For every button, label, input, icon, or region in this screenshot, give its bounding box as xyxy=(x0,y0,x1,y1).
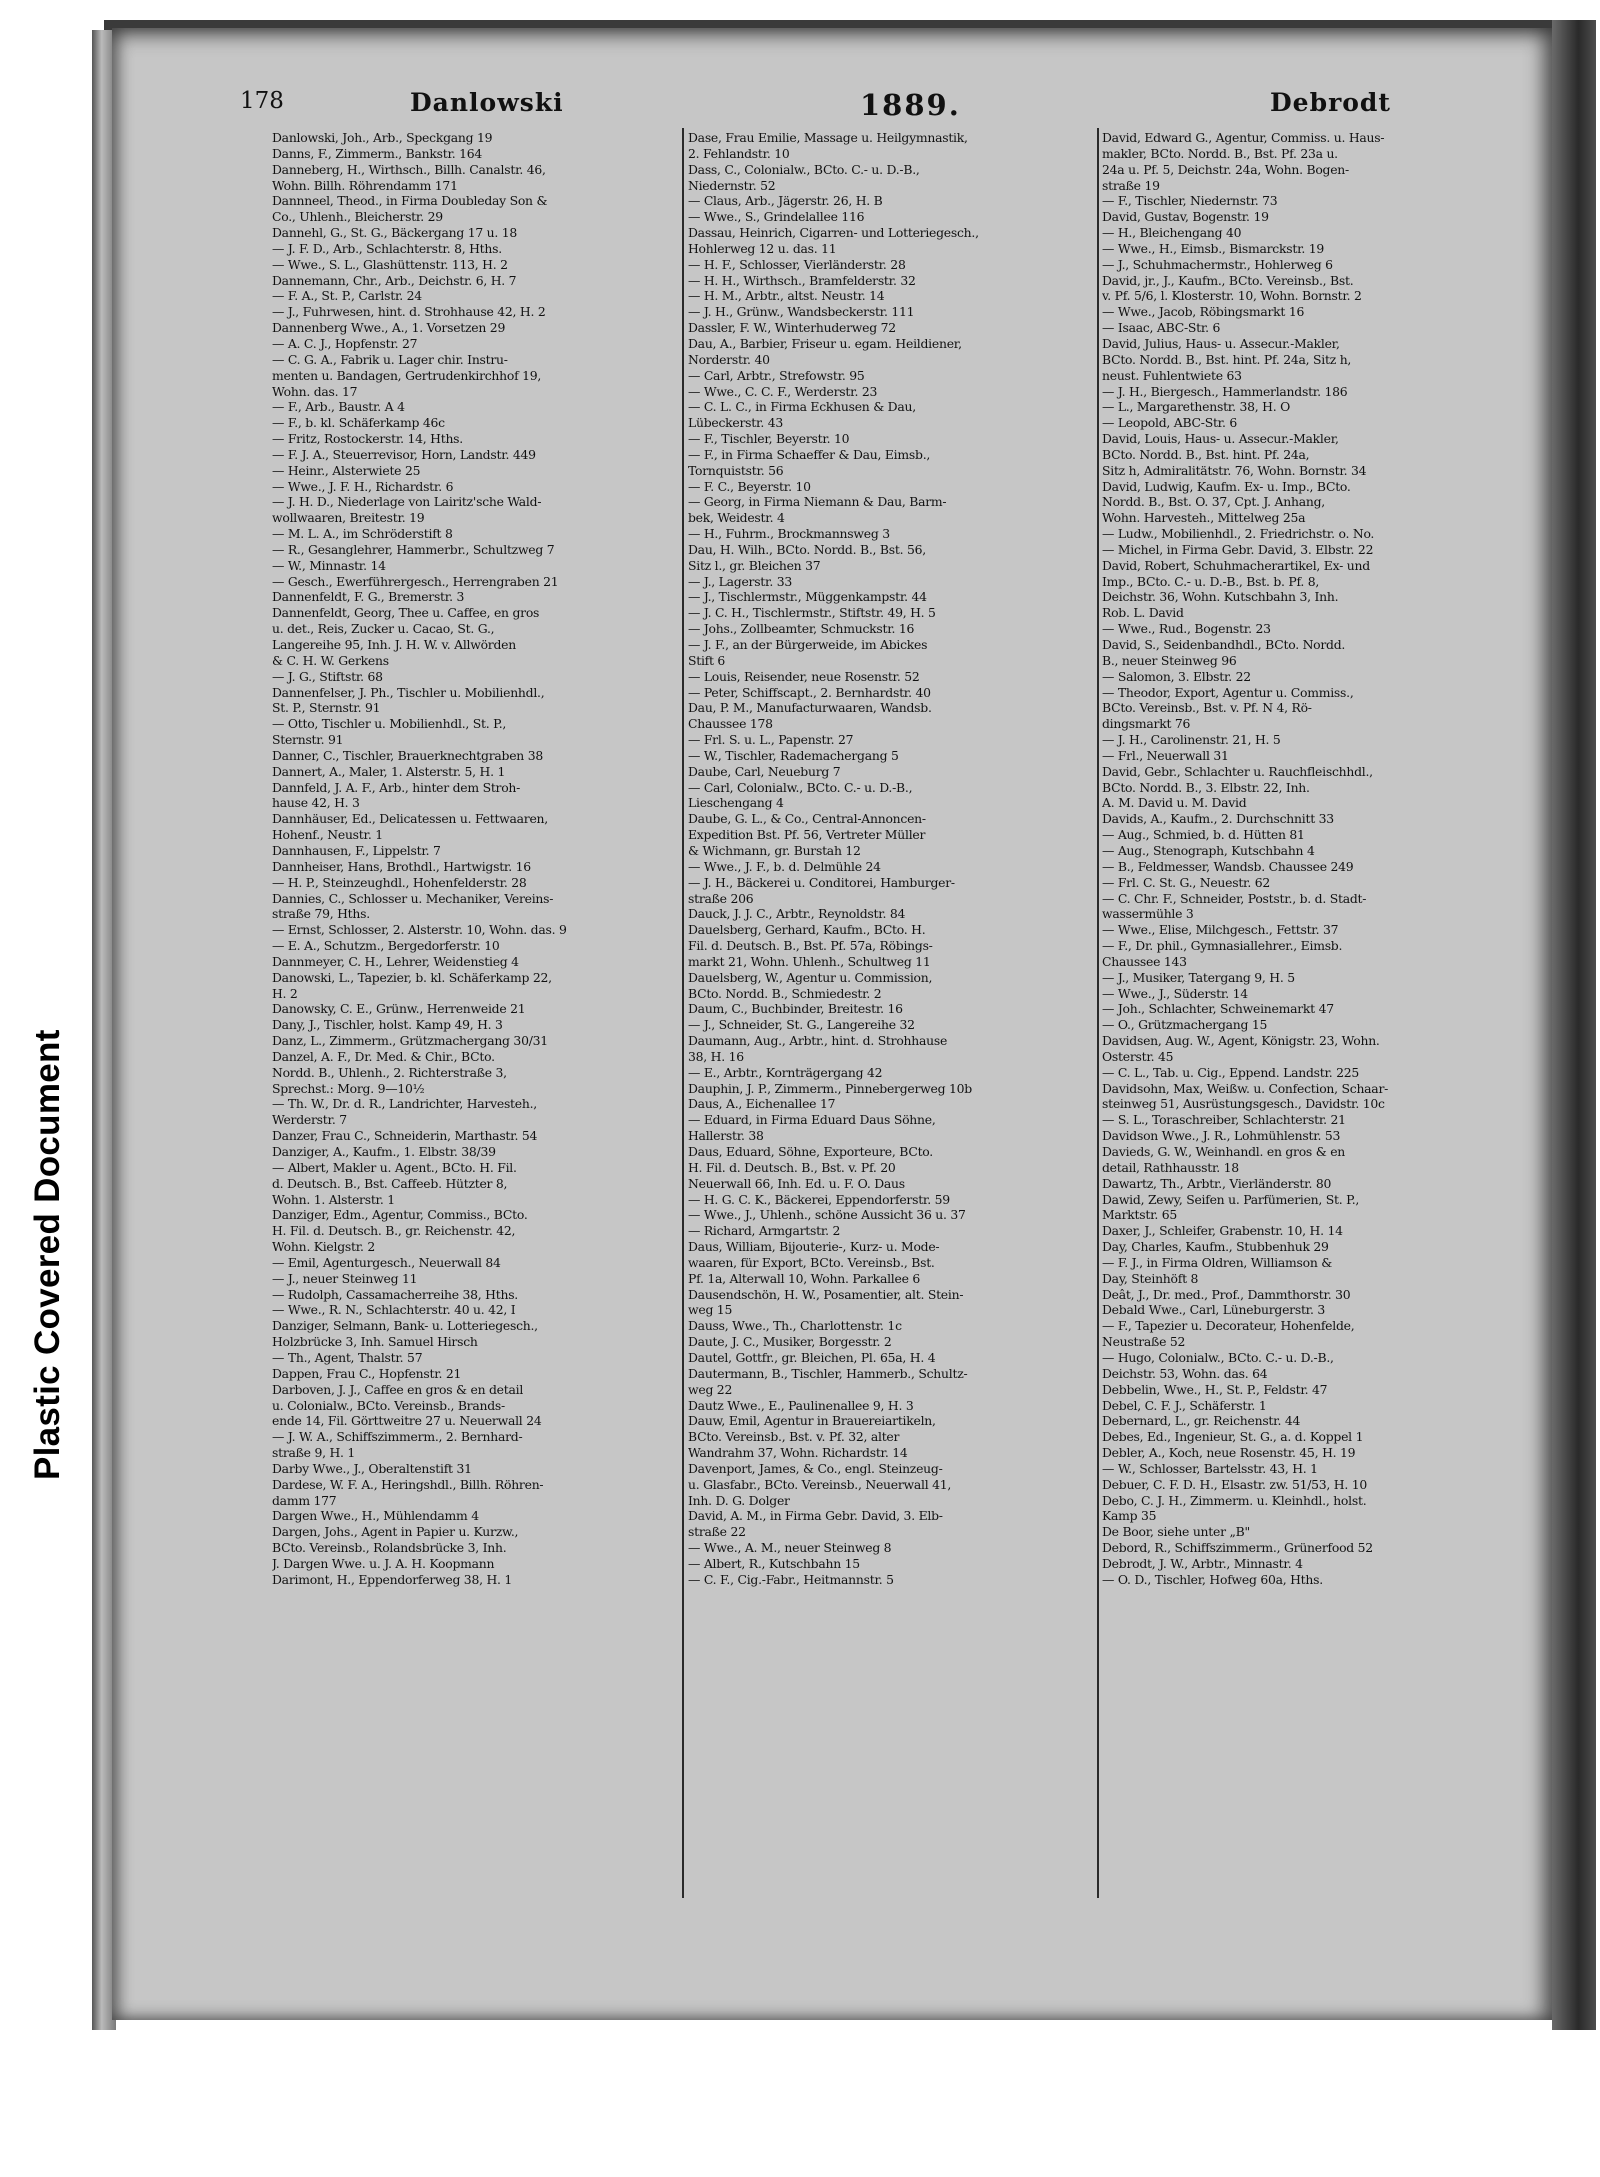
entry-line: — O. D., Tischler, Hofweg 60a, Hths. xyxy=(1102,1571,1323,1587)
directory-column-3 xyxy=(1102,130,1508,1890)
entry-line: Hohlerweg 12 u. das. 11 xyxy=(688,240,837,256)
entry-line: — Carl, Colonialw., BCto. C.- u. D.-B., xyxy=(688,779,913,795)
entry-line: — Th., Agent, Thalstr. 57 xyxy=(272,1349,423,1365)
entry-line: — F., Dr. phil., Gymnasiallehrer., Eimsb. xyxy=(1102,938,1343,954)
entry-line: — Wwe., H., Eimsb., Bismarckstr. 19 xyxy=(1102,240,1325,256)
entry-line: — Aug., Stenograph, Kutschbahn 4 xyxy=(1102,842,1315,858)
entry-line: Danziger, Edm., Agentur, Commiss., BCto. xyxy=(272,1207,528,1223)
entry-line: — H., Fuhrm., Brockmannsweg 3 xyxy=(688,526,890,542)
entry-line: — J. H., Grünw., Wandsbeckerstr. 111 xyxy=(688,304,915,320)
entry-line: — J. C. H., Tischlermstr., Stiftstr. 49, H. 5 xyxy=(688,605,936,621)
entry-line: damm 177 xyxy=(272,1492,337,1508)
entry-line: Danns, F., Zimmerm., Bankstr. 164 xyxy=(272,145,483,161)
entry-line: — Albert, R., Kutschbahn 15 xyxy=(688,1555,860,1571)
entry-line: David, A. M., in Firma Gebr. David, 3. Elb- xyxy=(688,1508,943,1524)
plastic-covered-label: Plastic Covered Document xyxy=(28,1029,67,1480)
entry-line: Tornquiststr. 56 xyxy=(688,462,784,478)
entry-line: Daum, C., Buchbinder, Breitestr. 16 xyxy=(688,1001,903,1017)
entry-line: Davidson Wwe., J. R., Lohmühlenstr. 53 xyxy=(1102,1128,1341,1144)
entry-line: Dauck, J. J. C., Arbtr., Reynoldstr. 84 xyxy=(688,906,906,922)
entry-line: — Heinr., Alsterwiete 25 xyxy=(272,462,421,478)
entry-line: — F. J. A., Steuerrevisor, Horn, Landstr. 449 xyxy=(272,446,536,462)
entry-line: H. 2 xyxy=(272,985,298,1001)
entry-line: Dautz Wwe., E., Paulinenallee 9, H. 3 xyxy=(688,1397,914,1413)
entry-line: — Gesch., Ewerführergesch., Herrengraben 21 xyxy=(272,573,559,589)
entry-line: H. Fil. d. Deutsch. B., Bst. v. Pf. 20 xyxy=(688,1159,896,1175)
entry-line: Debuer, C. F. D. H., Elsastr. zw. 51/53, H. 10 xyxy=(1102,1476,1368,1492)
entry-line: — Albert, Makler u. Agent., BCto. H. Fil. xyxy=(272,1159,517,1175)
entry-line: J. Dargen Wwe. u. J. A. H. Koopmann xyxy=(272,1555,495,1571)
entry-line: straße 206 xyxy=(688,890,754,906)
entry-line: — J., Lagerstr. 33 xyxy=(688,573,792,589)
entry-line: — J., Musiker, Tatergang 9, H. 5 xyxy=(1102,969,1295,985)
entry-line: Sitz l., gr. Bleichen 37 xyxy=(688,557,821,573)
entry-line: Daus, Eduard, Söhne, Exporteure, BCto. xyxy=(688,1144,933,1159)
entry-line: Werderstr. 7 xyxy=(272,1112,347,1128)
entry-line: Rob. L. David xyxy=(1102,605,1184,621)
entry-line: Dauss, Wwe., Th., Charlottenstr. 1c xyxy=(688,1318,902,1334)
entry-line: BCto. Nordd. B., Bst. hint. Pf. 24a, xyxy=(1102,446,1310,462)
entry-line: — F., Tapezier u. Decorateur, Hohenfelde, xyxy=(1102,1318,1355,1334)
entry-line: Dannemann, Chr., Arb., Deichstr. 6, H. 7 xyxy=(272,272,517,288)
entry-line: — Aug., Schmied, b. d. Hütten 81 xyxy=(1102,827,1305,843)
entry-line: Dannenfeldt, F. G., Bremerstr. 3 xyxy=(272,589,465,605)
entry-line: BCto. Nordd. B., 3. Elbstr. 22, Inh. xyxy=(1102,779,1310,795)
entry-line: & C. H. W. Gerkens xyxy=(272,652,389,668)
entry-line: Wohn. 1. Alsterstr. 1 xyxy=(272,1191,395,1207)
entry-line: B., neuer Steinweg 96 xyxy=(1102,652,1237,668)
entry-line: straße 22 xyxy=(688,1524,746,1540)
entry-line: — J. H., Biergesch., Hammerlandstr. 186 xyxy=(1102,383,1348,399)
entry-line: — Frl., Neuerwall 31 xyxy=(1102,747,1229,763)
entry-line: Daube, G. L., & Co., Central-Annoncen- xyxy=(688,811,926,827)
entry-line: ende 14, Fil. Görttweitre 27 u. Neuerwall 24 xyxy=(272,1413,542,1429)
entry-line: straße 9, H. 1 xyxy=(272,1445,356,1461)
entry-line: — J. W. A., Schiffszimmerm., 2. Bernhard- xyxy=(272,1429,523,1445)
entry-line: — Theodor, Export, Agentur u. Commiss., xyxy=(1102,684,1354,700)
entry-line: Holzbrücke 3, Inh. Samuel Hirsch xyxy=(272,1334,478,1350)
entry-line: — Rudolph, Cassamacherreihe 38, Hths. xyxy=(272,1286,518,1302)
entry-line: — Carl, Arbtr., Strefowstr. 95 xyxy=(688,367,865,383)
entry-line: Dauw, Emil, Agentur in Brauereiartikeln, xyxy=(688,1413,936,1429)
entry-line: — H. H., Wirthsch., Bramfelderstr. 32 xyxy=(688,272,916,288)
entry-line: BCto. Nordd. B., Bst. hint. Pf. 24a, Sitz h, xyxy=(1102,351,1352,367)
entry-line: Dannehl, G., St. G., Bäckergang 17 u. 18 xyxy=(272,225,518,241)
entry-line: David, Robert, Schuhmacherartikel, Ex- und xyxy=(1102,557,1370,573)
entry-line: — Wwe., Jacob, Röbingsmarkt 16 xyxy=(1102,304,1305,320)
entry-line: u. Glasfabr., BCto. Vereinsb., Neuerwall 41, xyxy=(688,1476,952,1492)
entry-line: makler, BCto. Nordd. B., Bst. Pf. 23a u. xyxy=(1102,145,1338,161)
entry-line: — J. F. D., Arb., Schlachterstr. 8, Hths. xyxy=(272,240,502,256)
entry-line: — Louis, Reisender, neue Rosenstr. 52 xyxy=(688,668,920,684)
entry-line: u. Colonialw., BCto. Vereinsb., Brands- xyxy=(272,1397,505,1413)
entry-line: — H. M., Arbtr., altst. Neustr. 14 xyxy=(688,288,885,304)
entry-line: H. Fil. d. Deutsch. B., gr. Reichenstr. 42, xyxy=(272,1223,516,1239)
entry-line: Wohn. Billh. Röhrendamm 171 xyxy=(272,177,458,193)
entry-line: Dannhäuser, Ed., Delicatessen u. Fettwaaren, xyxy=(272,811,548,827)
entry-line: — Wwe., R. N., Schlachterstr. 40 u. 42, I xyxy=(272,1302,516,1318)
entry-line: Dauelsberg, W., Agentur u. Commission, xyxy=(688,969,933,985)
entry-line: Nordd. B., Uhlenh., 2. Richterstraße 3, xyxy=(272,1064,507,1080)
entry-line: Kamp 35 xyxy=(1102,1508,1157,1524)
entry-line: Dannfeld, J. A. F., Arb., hinter dem Stroh- xyxy=(272,779,521,795)
entry-line: Norderstr. 40 xyxy=(688,351,770,367)
entry-line: — Wwe., Elise, Milchgesch., Fettstr. 37 xyxy=(1102,922,1339,938)
entry-line: — B., Feldmesser, Wandsb. Chaussee 249 xyxy=(1102,858,1354,874)
entry-line: Lübeckerstr. 43 xyxy=(688,415,783,431)
entry-line: Davenport, James, & Co., engl. Steinzeug- xyxy=(688,1460,943,1476)
entry-line: — Richard, Armgartstr. 2 xyxy=(688,1223,841,1239)
entry-line: — F., Tischler, Beyerstr. 10 xyxy=(688,431,850,447)
entry-line: bek, Weidestr. 4 xyxy=(688,510,785,526)
header-last-entry: Debrodt xyxy=(1270,88,1391,117)
entry-line: — Fritz, Rostockerstr. 14, Hths. xyxy=(272,431,463,447)
entry-line: 38, H. 16 xyxy=(688,1048,744,1064)
entry-line: Debel, C. F. J., Schäferstr. 1 xyxy=(1102,1397,1267,1413)
entry-line: St. P., Sternstr. 91 xyxy=(272,700,381,716)
entry-line: Danz, L., Zimmerm., Grützmachergang 30/31 xyxy=(272,1033,548,1049)
entry-line: — Otto, Tischler u. Mobilienhdl., St. P., xyxy=(272,716,507,732)
entry-line: Expedition Bst. Pf. 56, Vertreter Müller xyxy=(688,827,926,843)
entry-line: Dany, J., Tischler, holst. Kamp 49, H. 3 xyxy=(272,1017,503,1033)
entry-line: Daxer, J., Schleifer, Grabenstr. 10, H. 14 xyxy=(1102,1223,1343,1239)
entry-line: Dassler, F. W., Winterhuderweg 72 xyxy=(688,320,896,336)
entry-line: — Eduard, in Firma Eduard Daus Söhne, xyxy=(688,1112,936,1128)
entry-line: — Isaac, ABC-Str. 6 xyxy=(1102,320,1221,336)
entry-line: — J. H., Carolinenstr. 21, H. 5 xyxy=(1102,732,1281,748)
entry-line: Dassau, Heinrich, Cigarren- und Lotteriegesch., xyxy=(688,225,979,241)
entry-line: — Wwe., C. C. F., Werderstr. 23 xyxy=(688,383,878,399)
entry-line: — H. G. C. K., Bäckerei, Eppendorferstr. 59 xyxy=(688,1191,950,1207)
entry-line: — Ludw., Mobilienhdl., 2. Friedrichstr. o. No. xyxy=(1102,526,1375,542)
entry-line: Lieschengang 4 xyxy=(688,795,784,811)
entry-line: Wohn. Harvesteh., Mittelweg 25a xyxy=(1102,510,1306,526)
entry-line: — F., Tischler, Niedernstr. 73 xyxy=(1102,193,1278,209)
entry-line: & Wichmann, gr. Burstah 12 xyxy=(688,842,861,858)
entry-line: Davidsohn, Max, Weißw. u. Confection, Schaar- xyxy=(1102,1080,1389,1096)
entry-line: Danowsky, C. E., Grünw., Herrenweide 21 xyxy=(272,1001,526,1017)
entry-line: Dase, Frau Emilie, Massage u. Heilgymnastik, xyxy=(688,130,968,145)
entry-line: — J., Schneider, St. G., Langereihe 32 xyxy=(688,1017,915,1033)
entry-line: Dannies, C., Schlosser u. Mechaniker, Vereins- xyxy=(272,890,554,906)
entry-line: BCto. Nordd. B., Schmiedestr. 2 xyxy=(688,985,882,1001)
entry-line: — Wwe., J., Süderstr. 14 xyxy=(1102,985,1248,1001)
directory-column-2 xyxy=(688,130,1090,1890)
entry-line: — H., Bleichengang 40 xyxy=(1102,225,1242,241)
entry-line: Danner, C., Tischler, Brauerknechtgraben 38 xyxy=(272,747,543,763)
entry-line: — Johs., Zollbeamter, Schmuckstr. 16 xyxy=(688,621,915,637)
entry-line: Dannenfelser, J. Ph., Tischler u. Mobilienhdl., xyxy=(272,684,545,700)
entry-line: Dass, C., Colonialw., BCto. C.- u. D.-B., xyxy=(688,161,920,177)
entry-line: — J. H. D., Niederlage von Lairitz'sche Wald- xyxy=(272,494,542,510)
entry-line: — Wwe., S. L., Glashüttenstr. 113, H. 2 xyxy=(272,256,508,272)
entry-line: — Wwe., S., Grindelallee 116 xyxy=(688,209,865,225)
entry-line: Dappen, Frau C., Hopfenstr. 21 xyxy=(272,1365,462,1381)
entry-line: — Wwe., J. F. H., Richardstr. 6 xyxy=(272,478,454,494)
entry-line: dingsmarkt 76 xyxy=(1102,716,1191,732)
entry-line: wollwaaren, Breitestr. 19 xyxy=(272,510,425,526)
entry-line: — F., in Firma Schaeffer & Dau, Eimsb., xyxy=(688,446,931,462)
entry-line: — F. C., Beyerstr. 10 xyxy=(688,478,811,494)
entry-line: Dannenberg Wwe., A., 1. Vorsetzen 29 xyxy=(272,320,506,336)
entry-line: David, Louis, Haus- u. Assecur.-Makler, xyxy=(1102,431,1339,447)
entry-line: Stift 6 xyxy=(688,652,726,668)
entry-line: Darby Wwe., J., Oberaltenstift 31 xyxy=(272,1460,472,1476)
entry-line: — Hugo, Colonialw., BCto. C.- u. D.-B., xyxy=(1102,1349,1334,1365)
entry-line: Sternstr. 91 xyxy=(272,732,344,748)
entry-line: Osterstr. 45 xyxy=(1102,1048,1174,1064)
entry-line: — Joh., Schlachter, Schweinemarkt 47 xyxy=(1102,1001,1334,1017)
entry-line: Daus, William, Bijouterie-, Kurz- u. Mode- xyxy=(688,1239,940,1255)
entry-line: — C. L., Tab. u. Cig., Eppend. Landstr. 225 xyxy=(1102,1064,1360,1080)
entry-line: Dannhausen, F., Lippelstr. 7 xyxy=(272,842,441,858)
entry-line: Debald Wwe., Carl, Lüneburgerstr. 3 xyxy=(1102,1302,1325,1318)
column-divider xyxy=(682,128,684,1898)
entry-line: BCto. Vereinsb., Bst. v. Pf. 32, alter xyxy=(688,1429,900,1445)
entry-line: Debord, R., Schiffszimmerm., Grünerfood 52 xyxy=(1102,1540,1373,1556)
entry-line: — W., Schlosser, Bartelsstr. 43, H. 1 xyxy=(1102,1460,1318,1476)
entry-line: Day, Steinhöft 8 xyxy=(1102,1270,1199,1286)
entry-line: — E. A., Schutzm., Bergedorferstr. 10 xyxy=(272,938,500,954)
entry-line: — Ernst, Schlosser, 2. Alsterstr. 10, Wohn. das. 9 xyxy=(272,922,567,938)
entry-line: Debler, A., Koch, neue Rosenstr. 45, H. 19 xyxy=(1102,1445,1356,1461)
entry-line: Danzer, Frau C., Schneiderin, Marthastr. 54 xyxy=(272,1128,538,1144)
entry-line: — C. L. C., in Firma Eckhusen & Dau, xyxy=(688,399,916,415)
entry-line: — Emil, Agenturgesch., Neuerwall 84 xyxy=(272,1254,501,1270)
entry-line: — Claus, Arb., Jägerstr. 26, H. B xyxy=(688,193,883,209)
entry-line: Dauphin, J. P., Zimmerm., Pinnebergerweg 10b xyxy=(688,1080,972,1096)
entry-line: — Th. W., Dr. d. R., Landrichter, Harvesteh., xyxy=(272,1096,537,1112)
entry-line: — J., Tischlermstr., Müggenkampstr. 44 xyxy=(688,589,927,605)
entry-line: Dawid, Zewy, Seifen u. Parfümerien, St. P., xyxy=(1102,1191,1360,1207)
entry-line: — Georg, in Firma Niemann & Dau, Barm- xyxy=(688,494,947,510)
entry-line: — J., Schuhmachermstr., Hohlerweg 6 xyxy=(1102,256,1333,272)
entry-line: De Boor, siehe unter „B" xyxy=(1102,1524,1250,1540)
entry-line: Danzel, A. F., Dr. Med. & Chir., BCto. xyxy=(272,1048,495,1064)
header-first-entry: Danlowski xyxy=(410,88,564,117)
entry-line: Dau, H. Wilh., BCto. Nordd. B., Bst. 56, xyxy=(688,541,926,557)
entry-line: Danowski, L., Tapezier, b. kl. Schäferkamp 22, xyxy=(272,969,552,985)
entry-line: v. Pf. 5/6, l. Klosterstr. 10, Wohn. Bornstr. 2 xyxy=(1102,288,1362,304)
entry-line: — M. L. A., im Schröderstift 8 xyxy=(272,526,453,542)
entry-line: BCto. Vereinsb., Rolandsbrücke 3, Inh. xyxy=(272,1540,507,1556)
entry-line: — J., Fuhrwesen, hint. d. Strohhause 42, H. 2 xyxy=(272,304,546,320)
entry-line: — L., Margarethenstr. 38, H. O xyxy=(1102,399,1290,415)
entry-line: Neuerwall 66, Inh. Ed. u. F. O. Daus xyxy=(688,1175,905,1191)
entry-line: Wohn. das. 17 xyxy=(272,383,358,399)
entry-line: — W., Minnastr. 14 xyxy=(272,557,386,573)
entry-line: Daube, Carl, Neueburg 7 xyxy=(688,763,841,779)
entry-line: Neustraße 52 xyxy=(1102,1334,1186,1350)
entry-line: Dausendschön, H. W., Posamentier, alt. Stein- xyxy=(688,1286,964,1302)
entry-line: Dardese, W. F. A., Heringshdl., Billh. Röhren- xyxy=(272,1476,544,1492)
entry-line: Chaussee 143 xyxy=(1102,953,1187,969)
entry-line: Daute, J. C., Musiker, Borgesstr. 2 xyxy=(688,1334,892,1350)
entry-line: — E., Arbtr., Kornträgergang 42 xyxy=(688,1064,883,1080)
entry-line: Debrodt, J. W., Arbtr., Minnastr. 4 xyxy=(1102,1555,1303,1571)
entry-line: Marktstr. 65 xyxy=(1102,1207,1178,1223)
entry-line: u. det., Reis, Zucker u. Cacao, St. G., xyxy=(272,621,495,637)
entry-line: Darimont, H., Eppendorferweg 38, H. 1 xyxy=(272,1571,513,1587)
entry-line: — Michel, in Firma Gebr. David, 3. Elbstr. 22 xyxy=(1102,541,1374,557)
entry-line: — Frl. C. St. G., Neuestr. 62 xyxy=(1102,874,1271,890)
entry-line: Dargen, Johs., Agent in Papier u. Kurzw., xyxy=(272,1524,519,1540)
entry-line: BCto. Vereinsb., Bst. v. Pf. N 4, Rö- xyxy=(1102,700,1312,716)
entry-line: Dau, P. M., Manufacturwaaren, Wandsb. xyxy=(688,700,932,716)
entry-line: Dauelsberg, Gerhard, Kaufm., BCto. H. xyxy=(688,922,926,938)
entry-line: — Wwe., A. M., neuer Steinweg 8 xyxy=(688,1540,892,1556)
entry-line: straße 19 xyxy=(1102,177,1160,193)
entry-line: weg 15 xyxy=(688,1302,733,1318)
entry-line: Dargen Wwe., H., Mühlendamm 4 xyxy=(272,1508,479,1524)
entry-line: Hallerstr. 38 xyxy=(688,1128,764,1144)
entry-line: — Salomon, 3. Elbstr. 22 xyxy=(1102,668,1251,684)
entry-line: Imp., BCto. C.- u. D.-B., Bst. b. Pf. 8, xyxy=(1102,573,1320,589)
entry-line: Dawartz, Th., Arbtr., Vierländerstr. 80 xyxy=(1102,1175,1332,1191)
entry-line: Chaussee 178 xyxy=(688,716,773,732)
entry-line: David, Ludwig, Kaufm. Ex- u. Imp., BCto. xyxy=(1102,478,1351,494)
entry-line: Daus, A., Eichenallee 17 xyxy=(688,1096,836,1112)
entry-line: Inh. D. G. Dolger xyxy=(688,1492,790,1508)
entry-line: Hohenf., Neustr. 1 xyxy=(272,827,383,843)
entry-line: A. M. David u. M. David xyxy=(1102,795,1247,811)
entry-line: detail, Rathhausstr. 18 xyxy=(1102,1159,1239,1175)
entry-line: Dannheiser, Hans, Brothdl., Hartwigstr. 16 xyxy=(272,858,531,874)
entry-line: Daumann, Aug., Arbtr., hint. d. Strohhause xyxy=(688,1033,948,1049)
entry-line: — Frl. S. u. L., Papenstr. 27 xyxy=(688,732,854,748)
entry-line: Sitz h, Admiralitätstr. 76, Wohn. Bornstr. 34 xyxy=(1102,462,1367,478)
entry-line: Danneberg, H., Wirthsch., Billh. Canalstr. 46, xyxy=(272,161,546,177)
entry-line: Dannert, A., Maler, 1. Alsterstr. 5, H. 1 xyxy=(272,763,506,779)
entry-line: wassermühle 3 xyxy=(1102,906,1194,922)
page-number: 178 xyxy=(240,88,284,114)
entry-line: Dautermann, B., Tischler, Hammerb., Schultz- xyxy=(688,1365,968,1381)
entry-line: — Peter, Schiffscapt., 2. Bernhardstr. 40 xyxy=(688,684,931,700)
entry-line: Deichstr. 36, Wohn. Kutschbahn 3, Inh. xyxy=(1102,589,1339,605)
entry-line: steinweg 51, Ausrüstungsgesch., Davidstr. 10c xyxy=(1102,1096,1385,1112)
entry-line: Davidsen, Aug. W., Agent, Königstr. 23, Wohn. xyxy=(1102,1033,1380,1049)
header-year: 1889. xyxy=(860,88,961,122)
directory-column-1 xyxy=(272,130,672,1890)
entry-line: Debo, C. J. H., Zimmerm. u. Kleinhdl., holst. xyxy=(1102,1492,1367,1508)
entry-line: — J. H., Bäckerei u. Conditorei, Hamburger- xyxy=(688,874,955,890)
entry-line: menten u. Bandagen, Gertrudenkirchhof 19, xyxy=(272,367,542,383)
entry-line: Sprechst.: Morg. 9—10½ xyxy=(272,1080,425,1096)
entry-line: David, jr., J., Kaufm., BCto. Vereinsb., Bst. xyxy=(1102,272,1354,288)
entry-line: Co., Uhlenh., Bleicherstr. 29 xyxy=(272,209,443,225)
entry-line: 2. Fehlandstr. 10 xyxy=(688,145,790,161)
page-header xyxy=(160,88,1390,128)
entry-line: Davids, A., Kaufm., 2. Durchschnitt 33 xyxy=(1102,811,1334,827)
entry-line: — C. Chr. F., Schneider, Poststr., b. d. Stadt- xyxy=(1102,890,1367,906)
entry-line: weg 22 xyxy=(688,1381,733,1397)
entry-line: — J. G., Stiftstr. 68 xyxy=(272,668,383,684)
entry-line: — Wwe., Rud., Bogenstr. 23 xyxy=(1102,621,1271,637)
entry-line: David, Edward G., Agentur, Commiss. u. Haus- xyxy=(1102,130,1385,145)
entry-line: — Leopold, ABC-Str. 6 xyxy=(1102,415,1238,431)
entry-line: David, S., Seidenbandhdl., BCto. Nordd. xyxy=(1102,637,1346,652)
entry-line: — S. L., Toraschreiber, Schlachterstr. 21 xyxy=(1102,1112,1346,1128)
entry-line: — J. F., an der Bürgerweide, im Abickes xyxy=(688,637,928,652)
entry-line: Dautel, Gottfr., gr. Bleichen, Pl. 65a, H. 4 xyxy=(688,1349,936,1365)
entry-line: neust. Fuhlentwiete 63 xyxy=(1102,367,1242,383)
entry-line: — F., b. kl. Schäferkamp 46c xyxy=(272,415,445,431)
entry-line: Darboven, J. J., Caffee en gros & en detail xyxy=(272,1381,524,1397)
entry-line: David, Gustav, Bogenstr. 19 xyxy=(1102,209,1269,225)
entry-line: waaren, für Export, BCto. Vereinsb., Bst. xyxy=(688,1254,935,1270)
entry-line: Pf. 1a, Alterwall 10, Wohn. Parkallee 6 xyxy=(688,1270,920,1286)
entry-line: Dannmeyer, C. H., Lehrer, Weidenstieg 4 xyxy=(272,953,519,969)
entry-line: 24a u. Pf. 5, Deichstr. 24a, Wohn. Bogen- xyxy=(1102,161,1349,177)
entry-line: Debes, Ed., Ingenieur, St. G., a. d. Koppel 1 xyxy=(1102,1429,1364,1445)
entry-line: — O., Grützmachergang 15 xyxy=(1102,1017,1268,1033)
entry-line: — F. J., in Firma Oldren, Williamson & xyxy=(1102,1254,1333,1270)
entry-line: — C. G. A., Fabrik u. Lager chir. Instru- xyxy=(272,351,508,367)
entry-line: Deichstr. 53, Wohn. das. 64 xyxy=(1102,1365,1268,1381)
entry-line: Wandrahm 37, Wohn. Richardstr. 14 xyxy=(688,1445,908,1461)
entry-line: markt 21, Wohn. Uhlenh., Schultweg 11 xyxy=(688,953,931,969)
entry-line: Langereihe 95, Inh. J. H. W. v. Allwörden xyxy=(272,637,516,652)
entry-line: — A. C. J., Hopfenstr. 27 xyxy=(272,335,418,351)
entry-line: — H. P., Steinzeughdl., Hohenfelderstr. 28 xyxy=(272,874,527,890)
entry-line: Danziger, A., Kaufm., 1. Elbstr. 38/39 xyxy=(272,1144,496,1159)
entry-line: Fil. d. Deutsch. B., Bst. Pf. 57a, Röbings- xyxy=(688,938,933,954)
entry-line: Nordd. B., Bst. O. 37, Cpt. J. Anhang, xyxy=(1102,494,1325,510)
entry-line: Dannneel, Theod., in Firma Doubleday Son & xyxy=(272,193,548,209)
entry-line: — R., Gesanglehrer, Hammerbr., Schultzweg 7 xyxy=(272,541,555,557)
entry-line: Dau, A., Barbier, Friseur u. egam. Heildiener, xyxy=(688,335,962,351)
entry-line: Deât, J., Dr. med., Prof., Dammthorstr. 30 xyxy=(1102,1286,1351,1302)
entry-line: Debernard, L., gr. Reichenstr. 44 xyxy=(1102,1413,1301,1429)
entry-line: — W., Tischler, Rademachergang 5 xyxy=(688,747,899,763)
entry-line: — Wwe., J., Uhlenh., schöne Aussicht 36 u. 37 xyxy=(688,1207,966,1223)
entry-line: Davieds, G. W., Weinhandl. en gros & en xyxy=(1102,1144,1346,1159)
entry-line: — J., neuer Steinweg 11 xyxy=(272,1270,418,1286)
book-right-edge xyxy=(1552,20,1596,2030)
entry-line: straße 79, Hths. xyxy=(272,906,370,922)
entry-line: Dannenfeldt, Georg, Thee u. Caffee, en gros xyxy=(272,605,540,621)
entry-line: — C. F., Cig.-Fabr., Heitmannstr. 5 xyxy=(688,1571,894,1587)
column-divider xyxy=(1097,128,1099,1898)
entry-line: — F., Arb., Baustr. A 4 xyxy=(272,399,405,415)
entry-line: Niedernstr. 52 xyxy=(688,177,776,193)
entry-line: David, Gebr., Schlachter u. Rauchfleischhdl., xyxy=(1102,763,1373,779)
entry-line: Debbelin, Wwe., H., St. P., Feldstr. 47 xyxy=(1102,1381,1328,1397)
entry-line: — H. F., Schlosser, Vierländerstr. 28 xyxy=(688,256,906,272)
entry-line: d. Deutsch. B., Bst. Caffeeb. Hützter 8, xyxy=(272,1175,508,1191)
entry-line: Wohn. Kielgstr. 2 xyxy=(272,1239,376,1255)
entry-line: Danziger, Selmann, Bank- u. Lotteriegesch., xyxy=(272,1318,538,1334)
entry-line: Day, Charles, Kaufm., Stubbenhuk 29 xyxy=(1102,1239,1329,1255)
entry-line: Danlowski, Joh., Arb., Speckgang 19 xyxy=(272,130,493,145)
entry-line: hause 42, H. 3 xyxy=(272,795,360,811)
entry-line: David, Julius, Haus- u. Assecur.-Makler, xyxy=(1102,335,1340,351)
entry-line: — F. A., St. P., Carlstr. 24 xyxy=(272,288,422,304)
entry-line: — Wwe., J. F., b. d. Delmühle 24 xyxy=(688,858,881,874)
